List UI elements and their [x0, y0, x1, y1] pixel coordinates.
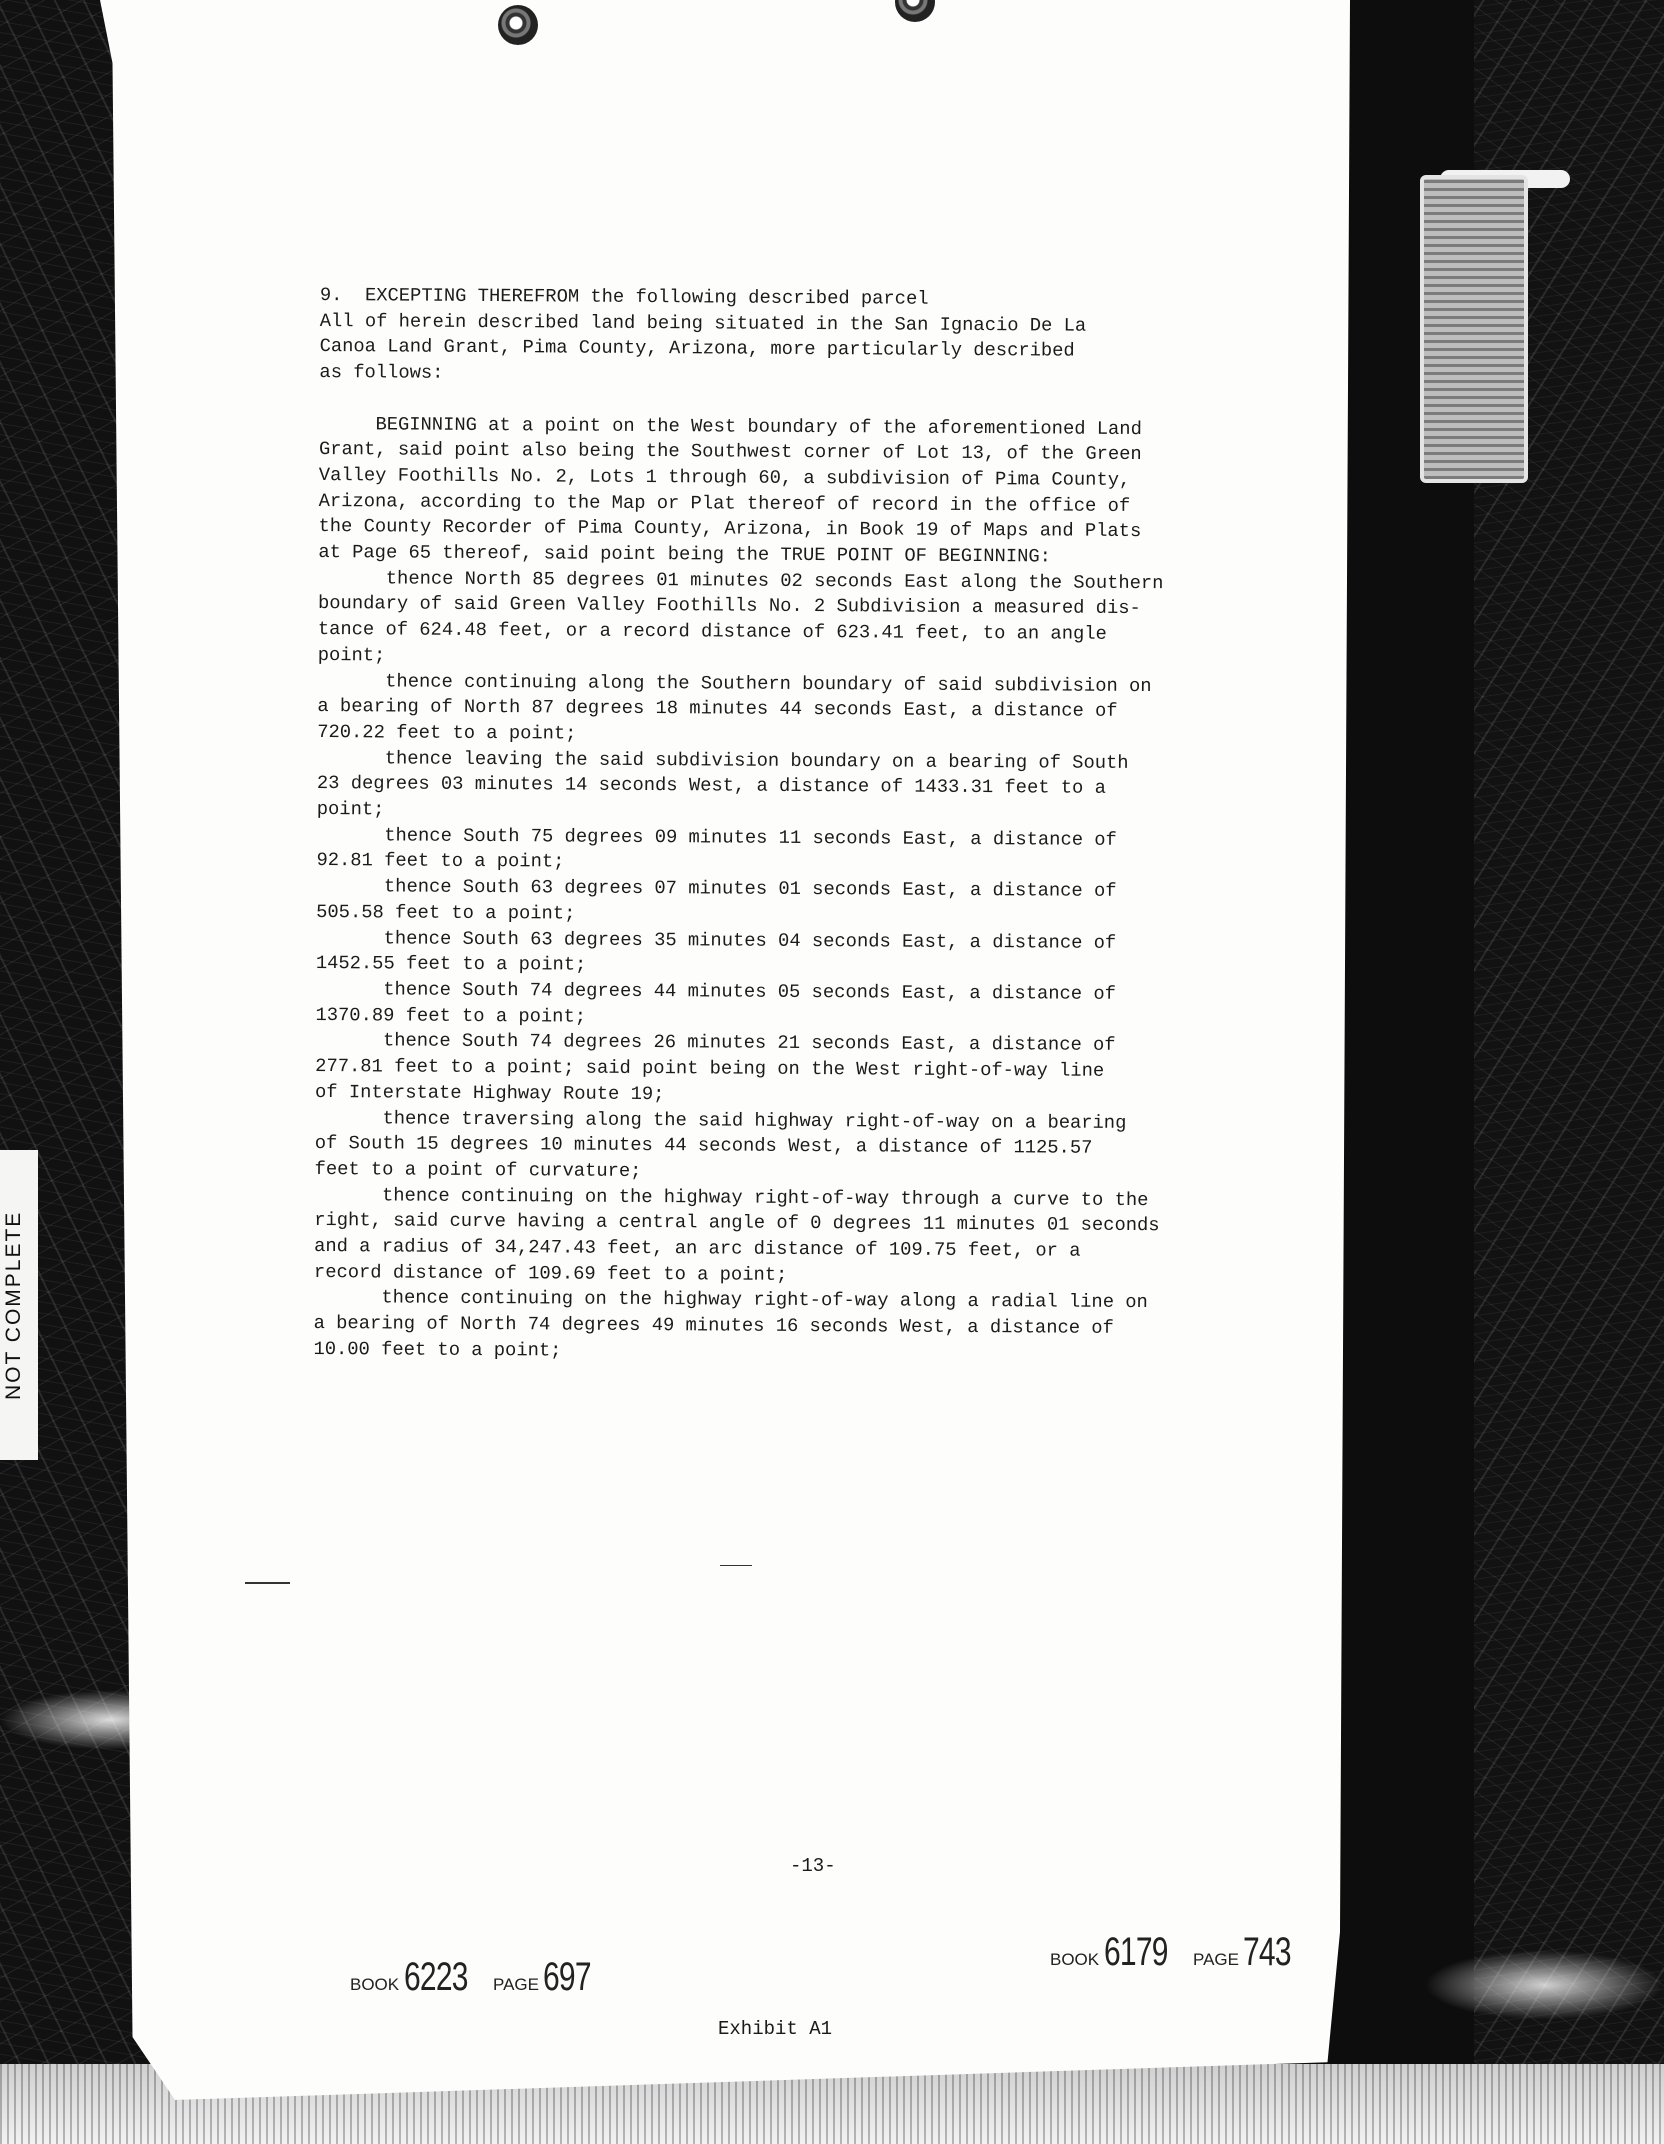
- scan-mark: [245, 1582, 290, 1584]
- book-label: BOOK: [1050, 1950, 1100, 1969]
- text-line: right, said curve having a central angle of 0 degrees 11 minutes 01 seconds: [314, 1209, 1160, 1237]
- text-line: Arizona, according to the Map or Plat thereof of record in the office of: [318, 489, 1131, 517]
- text-line: of Interstate Highway Route 19;: [314, 1080, 665, 1105]
- recording-stamp-right: [1050, 1930, 1307, 1975]
- text-line: All of herein described land being situated in the San Ignacio De La: [319, 309, 1087, 337]
- text-line: tance of 624.48 feet, or a record distance of 623.41 feet, to an angle: [317, 618, 1107, 645]
- text-line: 23 degrees 03 minutes 14 seconds West, a distance of 1433.31 feet to a: [316, 772, 1106, 800]
- text-line: thence South 63 degrees 07 minutes 01 seconds East, a distance of: [316, 875, 1117, 903]
- paragraph-heading: 9. EXCEPTING THEREFROM the following described parcel: [319, 283, 929, 310]
- text-line: thence South 74 degrees 26 minutes 21 seconds East, a distance of: [315, 1029, 1116, 1057]
- text-line: boundary of said Green Valley Foothills No. 2 Subdivision a measured dis-: [317, 592, 1141, 620]
- text-line: Grant, said point also being the Southwest corner of Lot 13, of the Green: [318, 438, 1142, 466]
- text-line: point;: [316, 798, 385, 821]
- text-line: and a radius of 34,247.43 feet, an arc distance of 109.75 feet, or a: [314, 1234, 1081, 1262]
- text-line: thence continuing along the Southern boundary of said subdivision on: [317, 669, 1152, 697]
- page-label: PAGE: [1193, 1950, 1239, 1969]
- text-line: BEGINNING at a point on the West boundary of the aforementioned Land: [319, 412, 1142, 440]
- text-line: 720.22 feet to a point;: [317, 720, 577, 745]
- text-line: thence South 75 degrees 09 minutes 11 seconds East, a distance of: [316, 823, 1117, 851]
- page-number-stamp: 697: [543, 1955, 592, 1999]
- page-number: -13-: [790, 1855, 836, 1877]
- side-stamp-text: NOT COMPLETE: [2, 1210, 25, 1400]
- legal-description-lines: [313, 310, 1163, 1362]
- text-line: at Page 65 thereof, said point being the TRUE POINT OF BEGINNING:: [318, 541, 1052, 568]
- text-line: a bearing of North 87 degrees 18 minutes 44 seconds East, a distance of: [317, 695, 1118, 723]
- binder-clip: [1420, 175, 1528, 483]
- text-line: thence South 63 degrees 35 minutes 04 seconds East, a distance of: [315, 926, 1117, 954]
- text-line: of South 15 degrees 10 minutes 44 seconds West, a distance of 1125.57: [314, 1132, 1093, 1159]
- punch-hole-icon: [498, 5, 538, 45]
- text-line: feet to a point of curvature;: [314, 1157, 642, 1182]
- recording-stamp-left: [350, 1955, 607, 2000]
- scan-mark: [720, 1565, 752, 1566]
- page-label: PAGE: [493, 1975, 539, 1994]
- text-line: Valley Foothills No. 2, Lots 1 through 60, a subdivision of Pima County,: [318, 463, 1131, 491]
- text-line: Canoa Land Grant, Pima County, Arizona, more particularly described: [319, 335, 1075, 363]
- book-number: 6223: [403, 1955, 468, 1999]
- text-line: thence leaving the said subdivision boundary on a bearing of South: [317, 746, 1129, 774]
- text-line: thence continuing on the highway right-of-way through a curve to the: [314, 1183, 1149, 1211]
- page-number-stamp: 743: [1243, 1930, 1292, 1974]
- book-label: BOOK: [350, 1975, 400, 1994]
- text-line: thence traversing along the said highway right-of-way on a bearing: [314, 1106, 1127, 1134]
- text-line: 505.58 feet to a point;: [316, 900, 576, 925]
- scan-glare-right: [1424, 1950, 1664, 2020]
- text-line: the County Recorder of Pima County, Arizona, in Book 19 of Maps and Plats: [318, 515, 1142, 543]
- text-line: thence North 85 degrees 01 minutes 02 seconds East along the Southern: [318, 566, 1164, 594]
- text-line: as follows:: [319, 361, 444, 384]
- legal-description-body: [313, 283, 1310, 1369]
- text-line: 1370.89 feet to a point;: [315, 1003, 587, 1028]
- exhibit-label: Exhibit A1: [718, 2018, 833, 2040]
- text-line: point;: [317, 643, 386, 667]
- text-line: thence continuing on the highway right-of-way along a radial line on: [313, 1286, 1148, 1314]
- text-line: 92.81 feet to a point;: [316, 849, 565, 873]
- text-line: 10.00 feet to a point;: [313, 1337, 562, 1362]
- text-line: 277.81 feet to a point; said point being on the West right-of-way line: [315, 1055, 1105, 1082]
- text-line: record distance of 109.69 feet to a point;: [313, 1260, 788, 1286]
- book-number: 6179: [1103, 1930, 1168, 1974]
- text-line: 1452.55 feet to a point;: [315, 952, 587, 976]
- text-line: thence South 74 degrees 44 minutes 05 seconds East, a distance of: [315, 977, 1116, 1005]
- text-line: a bearing of North 74 degrees 49 minutes 16 seconds West, a distance of: [313, 1312, 1114, 1339]
